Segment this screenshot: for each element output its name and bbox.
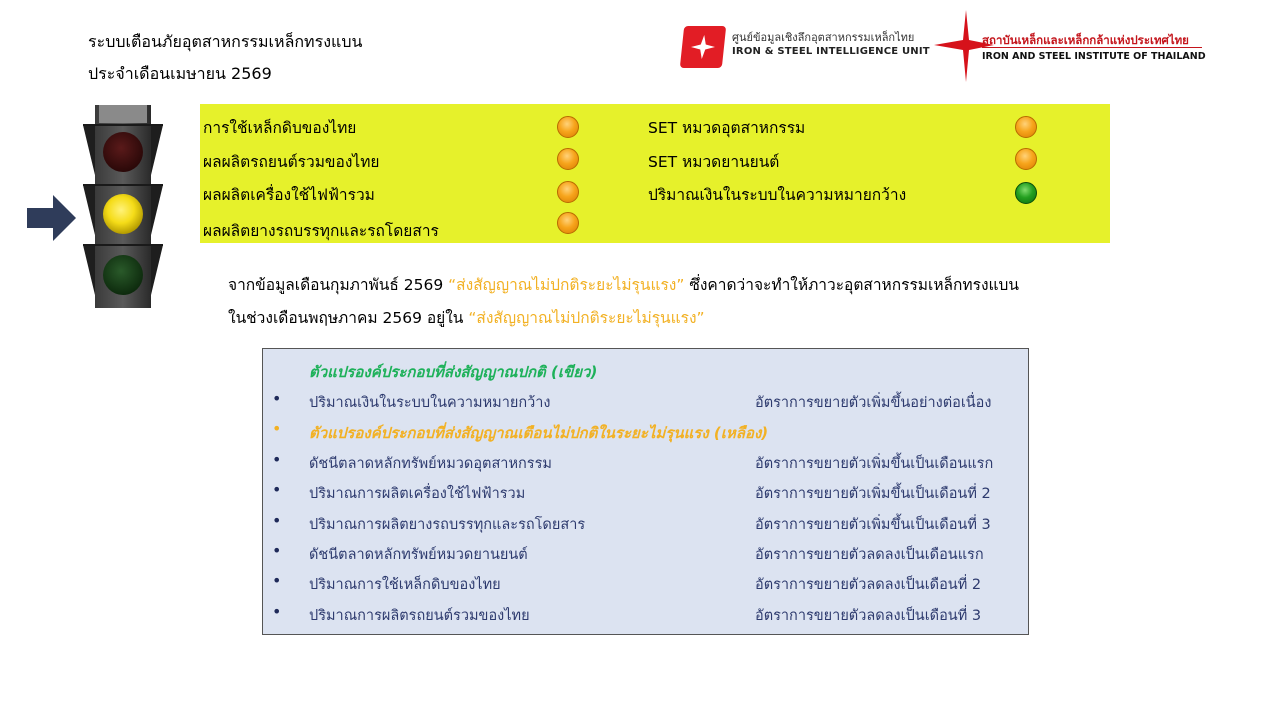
indicator-label: SET หมวดยานยนต์ — [648, 153, 780, 171]
details-box — [262, 348, 1029, 635]
indicator-label: SET หมวดอุตสาหกรรม — [648, 119, 806, 137]
summary-text: ซึ่งคาดว่าจะทำให้ภาวะอุตสาหกรรมเหล็กทรงแบน — [684, 276, 1019, 294]
variable-name: ดัชนีตลาดหลักทรัพย์หมวดยานยนต์ — [309, 547, 528, 563]
variable-trend: อัตราการขยายตัวลดลงเป็นเดือนที่ 2 — [755, 577, 982, 593]
bullet: • — [272, 389, 282, 408]
variable-trend: อัตราการขยายตัวเพิ่มขึ้นอย่างต่อเนื่อง — [755, 395, 992, 411]
isit-thai-name: สถาบันเหล็กและเหล็กกล้าแห่งประเทศไทย — [982, 33, 1189, 47]
yellow-variables-heading: ตัวแปรองค์ประกอบที่ส่งสัญญาณเตือนไม่ปกติในระยะไม่รุนแรง (เหลือง) — [309, 424, 769, 442]
variable-name: ปริมาณการผลิตเครื่องใช้ไฟฟ้ารวม — [309, 486, 526, 502]
variable-name: ปริมาณการผลิตยางรถบรรทุกและรถโดยสาร — [309, 517, 586, 533]
isiu-english-name: IRON & STEEL INTELLIGENCE UNIT — [732, 46, 930, 57]
isiu-logo — [682, 24, 932, 70]
variable-trend: อัตราการขยายตัวลดลงเป็นเดือนที่ 3 — [755, 608, 982, 624]
status-dot-orange-icon — [557, 148, 579, 170]
bullet: • — [272, 419, 282, 438]
variable-name: ดัชนีตลาดหลักทรัพย์หมวดอุตสาหกรรม — [309, 456, 552, 472]
variable-name: ปริมาณการผลิตรถยนต์รวมของไทย — [309, 608, 530, 624]
bullet: • — [272, 450, 282, 469]
isiu-badge-icon — [680, 26, 726, 68]
variable-trend: อัตราการขยายตัวเพิ่มขึ้นเป็นเดือนที่ 2 — [755, 486, 991, 502]
bullet: • — [272, 480, 282, 499]
bullet: • — [272, 602, 282, 621]
report-title: ระบบเตือนภัยอุตสาหกรรมเหล็กทรงแบน — [88, 32, 363, 51]
summary-line-2 — [228, 305, 705, 330]
isit-logo — [934, 10, 1209, 82]
indicator-label: ปริมาณเงินในระบบในความหมายกว้าง — [648, 186, 907, 204]
bullet: • — [272, 541, 282, 560]
isiu-thai-name: ศูนย์ข้อมูลเชิงลึกอุตสาหกรรมเหล็กไทย — [732, 31, 915, 44]
variable-trend: อัตราการขยายตัวเพิ่มขึ้นเป็นเดือนที่ 3 — [755, 517, 991, 533]
indicators-panel — [200, 104, 1110, 243]
isit-divider — [982, 47, 1202, 48]
isit-english-name: IRON AND STEEL INSTITUTE OF THAILAND — [982, 51, 1206, 62]
indicator-label: ผลผลิตรถยนต์รวมของไทย — [203, 153, 380, 171]
bullet: • — [272, 511, 282, 530]
status-dot-orange-icon — [557, 181, 579, 203]
summary-line-1 — [228, 272, 1019, 297]
arrow-right-icon — [27, 193, 77, 243]
summary-text: จากข้อมูลเดือนกุมภาพันธ์ 2569 — [228, 276, 449, 294]
indicator-label: ผลผลิตยางรถบรรทุกและรถโดยสาร — [203, 222, 439, 240]
green-variables-heading: ตัวแปรองค์ประกอบที่ส่งสัญญาณปกติ (เขียว) — [309, 363, 598, 381]
variable-trend: อัตราการขยายตัวเพิ่มขึ้นเป็นเดือนแรก — [755, 456, 994, 472]
status-dot-orange-icon — [1015, 116, 1037, 138]
report-period: ประจำเดือนเมษายน 2569 — [88, 64, 272, 83]
indicator-label: ผลผลิตเครื่องใช้ไฟฟ้ารวม — [203, 186, 375, 204]
status-dot-orange-icon — [557, 212, 579, 234]
status-dot-orange-icon — [557, 116, 579, 138]
status-dot-orange-icon — [1015, 148, 1037, 170]
traffic-light-icon — [83, 105, 163, 308]
indicator-label: การใช้เหล็กดิบของไทย — [203, 119, 357, 137]
bullet: • — [272, 571, 282, 590]
summary-signal-quote: “ส่งสัญญาณไม่ปกติระยะไม่รุนแรง” — [468, 309, 705, 327]
variable-name: ปริมาณการใช้เหล็กดิบของไทย — [309, 577, 501, 593]
summary-signal-quote: “ส่งสัญญาณไม่ปกติระยะไม่รุนแรง” — [448, 276, 685, 294]
variable-name: ปริมาณเงินในระบบในความหมายกว้าง — [309, 395, 551, 411]
variable-trend: อัตราการขยายตัวลดลงเป็นเดือนแรก — [755, 547, 984, 563]
status-dot-green-icon — [1015, 182, 1037, 204]
summary-text: ในช่วงเดือนพฤษภาคม 2569 อยู่ใน — [228, 309, 469, 327]
